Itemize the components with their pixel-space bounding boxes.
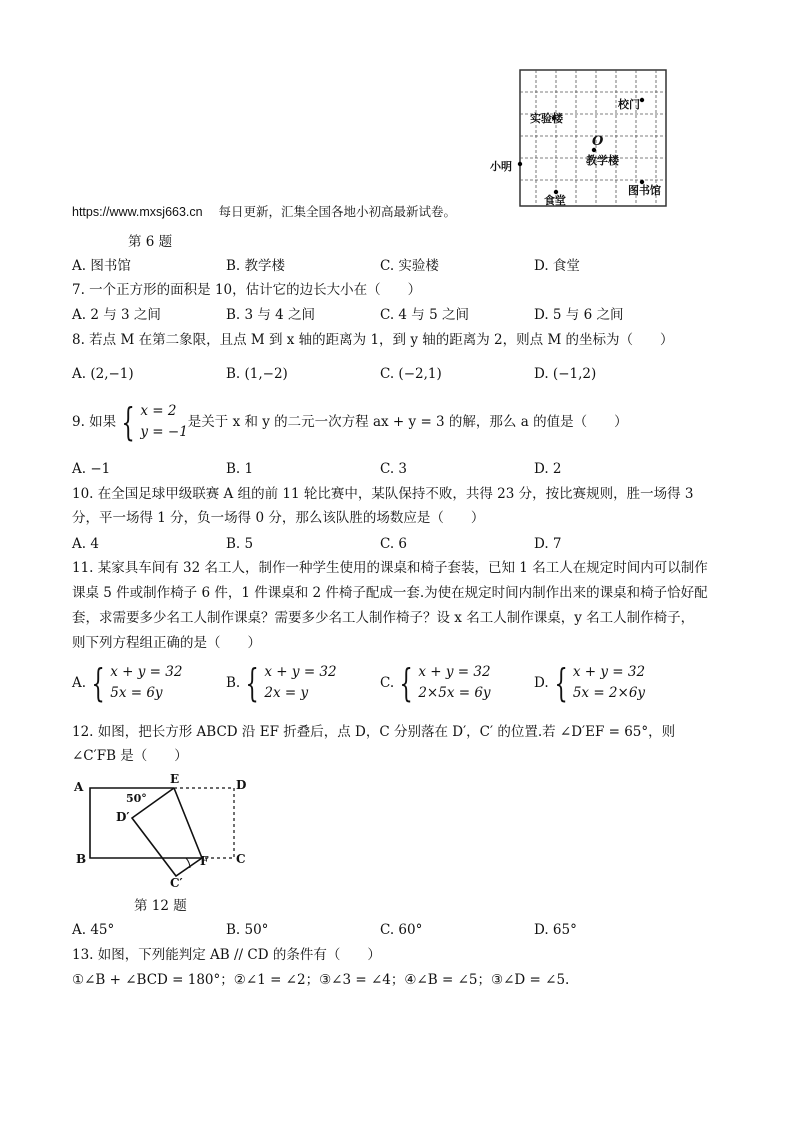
q9-brace: { [121, 400, 135, 444]
q9-eq1: x = 2 [140, 403, 177, 419]
q10-option-d: D. 7 [534, 536, 562, 552]
fig12-label-d: D [236, 778, 247, 792]
fig12-label-a: A [74, 780, 84, 794]
map-label-origin: O [592, 134, 604, 149]
q10-line1: 10. 在全国足球甲级联赛 A 组的前 11 轮比赛中，某队保持不败，共得 23 分，按比赛规则，胜一场得 3 [72, 486, 694, 502]
q6-caption: 第 6 题 [128, 234, 173, 250]
q7-option-c: C. 4 与 5 之间 [380, 307, 469, 323]
q9-stem [72, 398, 628, 446]
source-note: 每日更新，汇集全国各地小初高最新试卷。 [218, 204, 457, 219]
header-line [72, 202, 456, 222]
q7-stem: 7. 一个正方形的面积是 10，估计它的边长大小在（ ） [72, 282, 422, 298]
q12-figure [72, 772, 252, 892]
q11-line4: 则下列方程组正确的是（ ） [72, 635, 261, 651]
q11-option-d: D. { x + y = 32 5x = 2×6y [534, 661, 646, 705]
q11-a-eq2: 5x = 6y [110, 685, 163, 701]
q6-option-d: D. 食堂 [534, 258, 580, 274]
q6-map-figure [490, 68, 672, 210]
map-label-lab: 实验楼 [530, 112, 563, 125]
q10-line2: 分，平一场得 1 分，负一场得 0 分，那么该队胜的场数应是（ ） [72, 510, 485, 526]
q12-line1: 12. 如图，把长方形 ABCD 沿 EF 折叠后，点 D，C 分别落在 D′，C′ 的位置.若 ∠D′EF = 65°，则 [72, 724, 676, 740]
fig12-label-b: B [76, 852, 87, 866]
q8-stem: 8. 若点 M 在第二象限，且点 M 到 x 轴的距离为 1，到 y 轴的距离为 2，则点 M 的坐标为（ ） [72, 332, 674, 348]
q13-conditions: ①∠B + ∠BCD = 180°；②∠1 = ∠2；③∠3 = ∠4；④∠B = ∠5；③∠D = ∠5. [72, 972, 570, 988]
q11-line3: 套，求需要多少名工人制作课桌？需要多少名工人制作椅子？设 x 名工人制作课桌，y 名工人制作椅子， [72, 610, 695, 626]
q6-option-b: B. 教学楼 [226, 258, 286, 274]
xiaoming-dot [518, 162, 522, 166]
map-label-canteen: 食堂 [544, 194, 566, 207]
fig12-label-e: E [170, 772, 180, 786]
map-label-library: 图书馆 [628, 184, 661, 197]
q9-option-d: D. 2 [534, 461, 562, 477]
q12-caption: 第 12 题 [134, 898, 187, 914]
q12-option-a: A. 45° [72, 922, 115, 938]
q11-d-eq2: 5x = 2×6y [572, 685, 646, 701]
q11-b-eq2: 2x = y [264, 685, 309, 701]
q11-b-eq1: x + y = 32 [264, 664, 337, 680]
q7-option-d: D. 5 与 6 之间 [534, 307, 624, 323]
q11-a-eq1: x + y = 32 [110, 664, 183, 680]
q8-option-b: B. (1,−2) [226, 366, 288, 382]
q11-line1: 11. 某家具车间有 32 名工人，制作一种学生使用的课桌和椅子套装，已知 1 名工人在规定时间内可以制作 [72, 560, 708, 576]
q9-option-c: C. 3 [380, 461, 408, 477]
q8-option-d: D. (−1,2) [534, 366, 597, 382]
map-label-teaching: 教学楼 [586, 154, 619, 167]
q8-option-c: C. (−2,1) [380, 366, 442, 382]
q9-prefix: 9. 如果 [72, 414, 117, 430]
fold-diagram [72, 772, 252, 892]
q11-option-a: A. { x + y = 32 5x = 6y [72, 661, 183, 705]
q11-c-eq1: x + y = 32 [418, 664, 491, 680]
q6-option-c: C. 实验楼 [380, 258, 439, 274]
fig12-label-c-prime: C′ [170, 876, 183, 890]
q11-c-eq2: 2×5x = 6y [418, 685, 491, 701]
q9-system [116, 401, 188, 443]
q11-option-b: B. { x + y = 32 2x = y [226, 661, 337, 705]
q7-option-a: A. 2 与 3 之间 [72, 307, 161, 323]
map-label-xiaoming: 小明 [490, 160, 512, 173]
q9-option-b: B. 1 [226, 461, 254, 477]
q9-eq2: y = −1 [140, 424, 188, 440]
q12-option-c: C. 60° [380, 922, 423, 938]
q11-option-c: C. { x + y = 32 2×5x = 6y [380, 661, 491, 705]
fig12-angle-label: 50° [126, 792, 147, 805]
q8-option-a: A. (2,−1) [72, 366, 134, 382]
q7-option-b: B. 3 与 4 之间 [226, 307, 316, 323]
gate-dot [640, 98, 644, 102]
q9-option-a: A. −1 [72, 461, 111, 477]
q12-line2: ∠C′FB 是（ ） [72, 748, 188, 764]
q13-stem: 13. 如图，下列能判定 AB // CD 的条件有（ ） [72, 947, 381, 963]
fig12-label-f: F [200, 854, 209, 868]
q10-option-a: A. 4 [72, 536, 99, 552]
q10-option-c: C. 6 [380, 536, 408, 552]
fig12-label-d-prime: D′ [116, 810, 130, 824]
q12-option-b: B. 50° [226, 922, 269, 938]
q9-suffix: 是关于 x 和 y 的二元一次方程 ax + y = 3 的解，那么 a 的值是（ ） [187, 414, 628, 430]
map-label-gate: 校门 [618, 98, 640, 111]
q11-d-eq1: x + y = 32 [572, 664, 646, 680]
q12-option-d: D. 65° [534, 922, 577, 938]
q11-line2: 课桌 5 件或制作椅子 6 件，1 件课桌和 2 件椅子配成一套.为使在规定时间内制作出来的课桌和椅子恰好配 [72, 585, 708, 601]
fig12-label-c: C [236, 852, 246, 866]
q10-option-b: B. 5 [226, 536, 254, 552]
q6-option-a: A. 图书馆 [72, 258, 131, 274]
source-url: https://www.mxsj663.cn [72, 205, 203, 219]
